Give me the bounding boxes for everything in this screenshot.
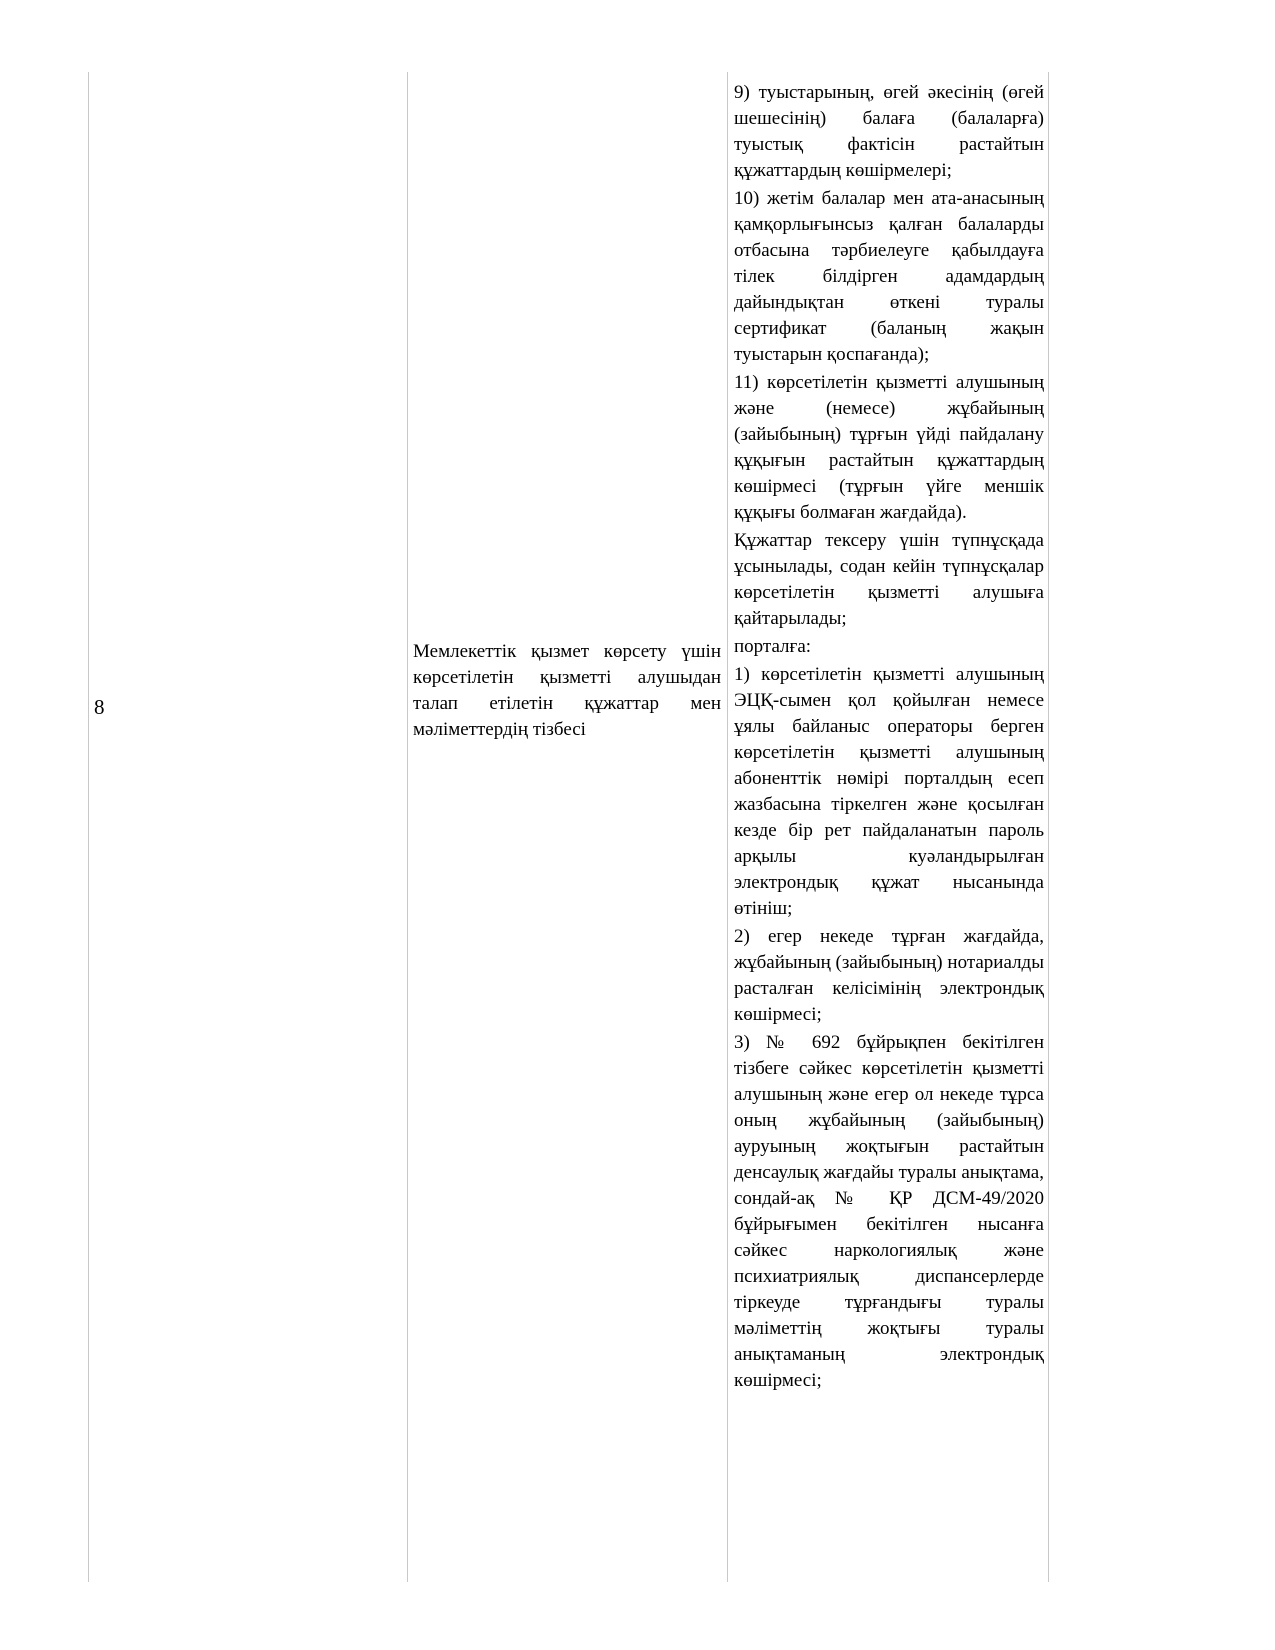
row-number: 8: [94, 695, 105, 719]
table-cell-row-number: [88, 72, 407, 1582]
documents-paragraph: Құжаттар тексеру үшін түпнұсқада ұсынылады, содан кейін түпнұсқалар көрсетілетін қызметті алушыға қайтарылады;: [734, 530, 1044, 629]
table-row-fragment: [88, 72, 1049, 1582]
table-cell-criterion-title: [407, 72, 727, 1582]
documents-list: [734, 80, 1044, 1396]
documents-paragraph: 3) № 692 бұйрықпен бекітілген тізбеге сәйкес көрсетілетін қызметті алушының және егер ол некеде тұрса оның жұбайының (зайыбының) ауруының жоқтығын растайтын денсаулық жағдайы туралы анықтама, сондай-ақ № ҚР ДСМ-49/2020 бұйрығымен бекітілген нысанға сәйкес наркологиялық және психиатриялық диспансерлерде тіркеуде тұрғандығы туралы мәліметтің жоқтығы туралы анықтаманың электрондық көшірмесі;: [734, 1032, 1044, 1391]
documents-paragraph: порталға:: [734, 636, 812, 657]
documents-paragraph: 11) көрсетілетін қызметті алушының және (немесе) жұбайының (зайыбының) тұрғын үйді пайдалану құқығын растайтын құжаттардың көшірмесі (тұрғын үйге меншік құқығы болмаған жағдайда).: [734, 372, 1044, 523]
documents-paragraph: 1) көрсетілетін қызметті алушының ЭЦҚ-сымен қол қойылған немесе ұялы байланыс операторы берген көрсетілетін қызметті алушының абоненттік нөмірі порталдың есеп жазбасына тіркелген және қосылған кезде бір рет пайдаланатын пароль арқылы куәландырылған электрондық құжат нысанында өтініш;: [734, 664, 1044, 919]
documents-paragraph: 9) туыстарының, өгей әкесінің (өгей шешесінің) балаға (балаларға) туыстық фактісін растайтын құжаттардың көшірмелері;: [734, 82, 1044, 181]
documents-paragraph: 10) жетім балалар мен ата-анасының қамқорлығынсыз қалған балаларды отбасына тәрбиелеуге қабылдауға тілек білдірген адамдардың дайындықтан өткені туралы сертификат (баланың жақын туыстарын қоспағанда);: [734, 188, 1044, 365]
criterion-title: Мемлекеттік қызмет көрсету үшін көрсетілетін қызметті алушыдан талап етілетін құжаттар мен мәліметтердің тізбесі: [413, 641, 721, 740]
table-cell-documents-list: [727, 72, 1049, 1582]
documents-paragraph: 2) егер некеде тұрған жағдайда, жұбайының (зайыбының) нотариалды расталған келісімінің электрондық көшірмесі;: [734, 926, 1044, 1025]
